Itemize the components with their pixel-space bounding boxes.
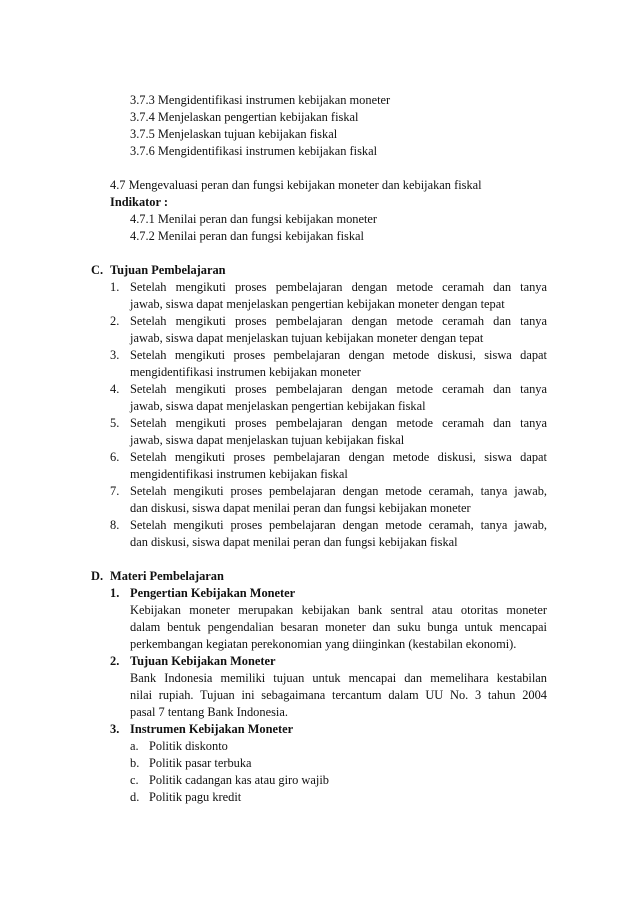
indicator-item: 3.7.5 Menjelaskan tujuan kebijakan fiskal bbox=[130, 127, 338, 141]
list-item-text: Politik cadangan kas atau giro wajib bbox=[149, 773, 329, 787]
paragraph-line: perkembangan kegiatan perekonomian yang diinginkan (kestabilan ekonomi). bbox=[130, 637, 517, 651]
indicator-item: 3.7.6 Mengidentifikasi instrumen kebijakan fiskal bbox=[130, 144, 378, 158]
subsection-number: 1. bbox=[110, 586, 120, 600]
paragraph-line: dalam bentuk pengendalian besaran moneter dan suku bunga untuk mencapai bbox=[130, 620, 547, 634]
list-item-text: Setelah mengikuti proses pembelajaran dengan metode ceramah, tanya jawab, bbox=[130, 518, 547, 532]
subsection-number: 3. bbox=[110, 722, 120, 736]
list-letter: d. bbox=[130, 790, 140, 804]
indicator-item: 3.7.3 Mengidentifikasi instrumen kebijakan moneter bbox=[130, 93, 391, 107]
list-item-text: Setelah mengikuti proses pembelajaran dengan metode diskusi, siswa dapat bbox=[130, 348, 547, 362]
indicator-item: 4.7.1 Menilai peran dan fungsi kebijakan moneter bbox=[130, 212, 378, 226]
indicator-item: 3.7.4 Menjelaskan pengertian kebijakan fiskal bbox=[130, 110, 359, 124]
list-item-text: Politik diskonto bbox=[149, 739, 228, 753]
subsection-number: 2. bbox=[110, 654, 120, 668]
list-number: 8. bbox=[110, 518, 120, 532]
list-item-text: Politik pagu kredit bbox=[149, 790, 242, 804]
list-number: 4. bbox=[110, 382, 120, 396]
kd-title: 4.7 Mengevaluasi peran dan fungsi kebijakan moneter dan kebijakan fiskal bbox=[110, 178, 482, 192]
list-item-text: dan diskusi, siswa dapat menilai peran dan fungsi kebijakan fiskal bbox=[130, 535, 458, 549]
indicator-item: 4.7.2 Menilai peran dan fungsi kebijakan fiskal bbox=[130, 229, 364, 243]
list-letter: a. bbox=[130, 739, 139, 753]
paragraph-line: Bank Indonesia memiliki tujuan untuk mencapai dan memelihara kestabilan bbox=[130, 671, 547, 685]
paragraph-line: nilai rupiah. Tujuan ini sebagaimana tercantum dalam UU No. 3 tahun 2004 bbox=[130, 688, 547, 702]
list-number: 5. bbox=[110, 416, 120, 430]
list-number: 2. bbox=[110, 314, 120, 328]
list-item-text: Politik pasar terbuka bbox=[149, 756, 252, 770]
list-number: 3. bbox=[110, 348, 120, 362]
section-letter: C. bbox=[91, 263, 104, 277]
indikator-label: Indikator : bbox=[110, 195, 168, 209]
list-item-text: jawab, siswa dapat menjelaskan pengertian kebijakan fiskal bbox=[130, 399, 426, 413]
list-item-text: Setelah mengikuti proses pembelajaran dengan metode diskusi, siswa dapat bbox=[130, 450, 547, 464]
list-item-text: Setelah mengikuti proses pembelajaran dengan metode ceramah dan tanya bbox=[130, 314, 547, 328]
list-number: 6. bbox=[110, 450, 120, 464]
list-item-text: mengidentifikasi instrumen kebijakan moneter bbox=[130, 365, 361, 379]
subsection-title: Pengertian Kebijakan Moneter bbox=[130, 586, 296, 600]
subsection-title: Tujuan Kebijakan Moneter bbox=[130, 654, 276, 668]
list-item-text: Setelah mengikuti proses pembelajaran dengan metode ceramah dan tanya bbox=[130, 416, 547, 430]
list-item-text: Setelah mengikuti proses pembelajaran dengan metode ceramah dan tanya bbox=[130, 382, 547, 396]
list-number: 7. bbox=[110, 484, 120, 498]
paragraph-line: pasal 7 tentang Bank Indonesia. bbox=[130, 705, 288, 719]
list-item-text: mengidentifikasi instrumen kebijakan fiskal bbox=[130, 467, 348, 481]
list-number: 1. bbox=[110, 280, 120, 294]
section-letter: D. bbox=[91, 569, 104, 583]
list-item-text: jawab, siswa dapat menjelaskan pengertian kebijakan moneter dengan tepat bbox=[130, 297, 505, 311]
section-title: Materi Pembelajaran bbox=[110, 569, 224, 583]
list-item-text: jawab, siswa dapat menjelaskan tujuan kebijakan moneter dengan tepat bbox=[130, 331, 484, 345]
list-letter: b. bbox=[130, 756, 140, 770]
list-item-text: Setelah mengikuti proses pembelajaran dengan metode ceramah dan tanya bbox=[130, 280, 547, 294]
list-item-text: dan diskusi, siswa dapat menilai peran dan fungsi kebijakan moneter bbox=[130, 501, 471, 515]
list-letter: c. bbox=[130, 773, 139, 787]
list-item-text: Setelah mengikuti proses pembelajaran dengan metode ceramah, tanya jawab, bbox=[130, 484, 547, 498]
section-title: Tujuan Pembelajaran bbox=[110, 263, 226, 277]
subsection-title: Instrumen Kebijakan Moneter bbox=[130, 722, 294, 736]
paragraph-line: Kebijakan moneter merupakan kebijakan bank sentral atau otoritas moneter bbox=[130, 603, 547, 617]
list-item-text: jawab, siswa dapat menjelaskan tujuan kebijakan fiskal bbox=[130, 433, 405, 447]
